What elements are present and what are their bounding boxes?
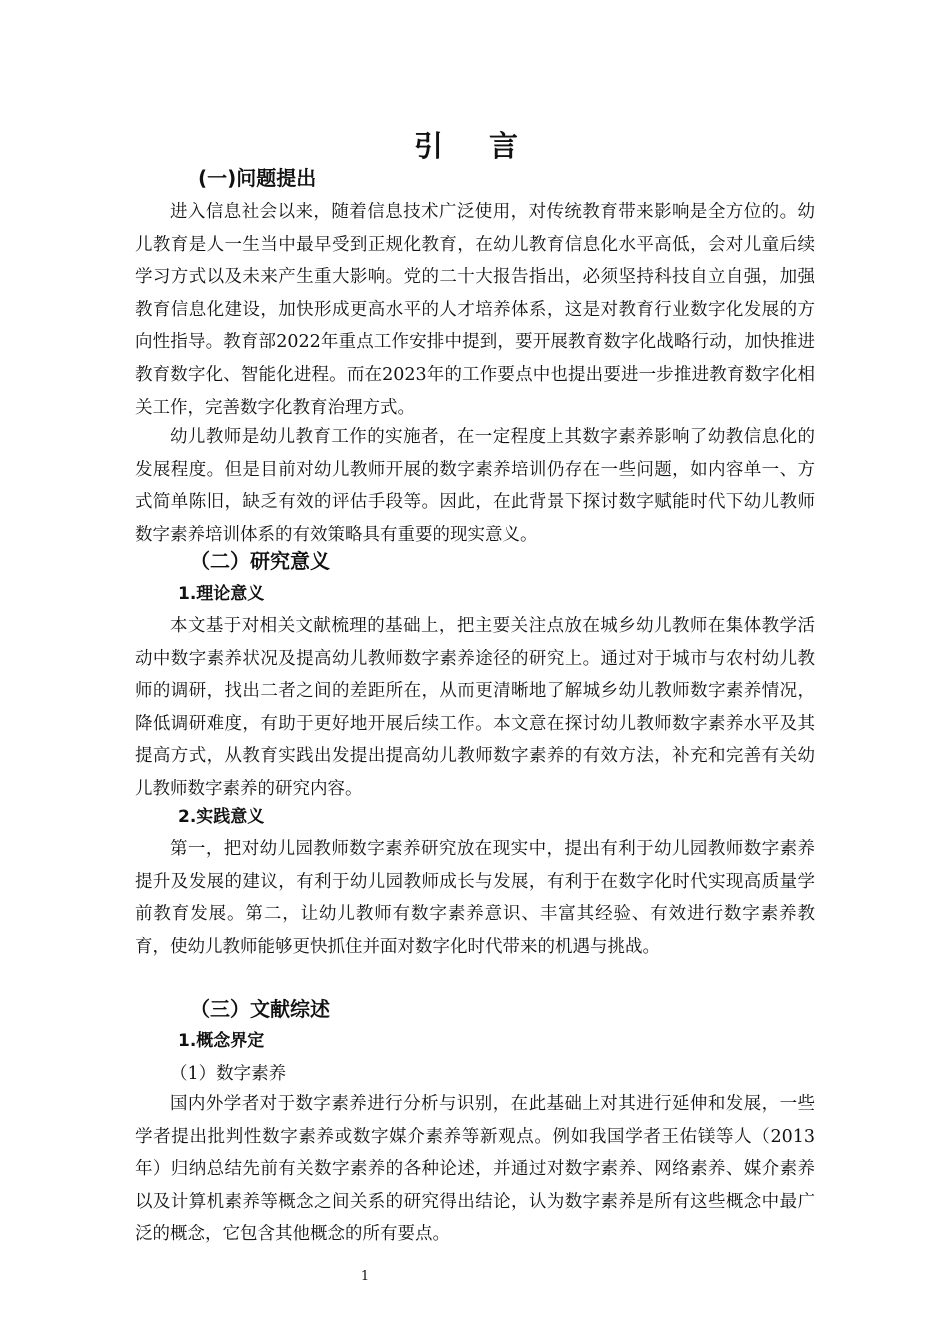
subsection-heading-theory: 1.理论意义 bbox=[178, 584, 265, 604]
list-item-digital-literacy: （1）数字素养 bbox=[170, 1064, 287, 1084]
page-number: 1 bbox=[360, 1269, 370, 1284]
paragraph-problem-2: 幼儿教师是幼儿教育工作的实施者，在一定程度上其数字素养影响了幼教信息化的发展程度。但是目前对幼儿教师开展的数字素养培训仍存在一些问题，如内容单一、方式简单陈旧，缺乏有效的评估手段等。因此，在此背景下探讨数字赋能时代下幼儿教师数字素养培训体系的有效策略具有重要的现实意义。 bbox=[135, 427, 815, 545]
paragraph-practice: 第一，把对幼儿园教师数字素养研究放在现实中，提出有利于幼儿园教师数字素养提升及发展的建议，有利于幼儿园教师成长与发展，有利于在数字化时代实现高质量学前教育发展。第二，让幼儿教师有数字素养意识、丰富其经验、有效进行数字素养教育，使幼儿教师能够更快抓住并面对数字化时代带来的机遇与挑战。 bbox=[135, 839, 815, 957]
subsection-heading-practice: 2.实践意义 bbox=[178, 807, 265, 827]
section-heading-significance: （二）研究意义 bbox=[190, 549, 330, 573]
section-heading-problem: (一)问题提出 bbox=[198, 166, 317, 190]
page-title: 引 言 bbox=[413, 129, 537, 163]
paragraph-theory: 本文基于对相关文献梳理的基础上，把主要关注点放在城乡幼儿教师在集体教学活动中数字素养状况及提高幼儿教师数字素养途径的研究上。通过对于城市与农村幼儿教师的调研，找出二者之间的差距所在，从而更清晰地了解城乡幼儿教师数字素养情况，降低调研难度，有助于更好地开展后续工作。本文意在探讨幼儿教师数字素养水平及其提高方式，从教育实践出发提出提高幼儿教师数字素养的有效方法，补充和完善有关幼儿教师数字素养的研究内容。 bbox=[135, 616, 815, 799]
subsection-heading-definition: 1.概念界定 bbox=[178, 1031, 265, 1051]
section-heading-review: （三）文献综述 bbox=[190, 997, 330, 1021]
paragraph-definition: 国内外学者对于数字素养进行分析与识别，在此基础上对其进行延伸和发展，一些学者提出批判性数字素养或数字媒介素养等新观点。例如我国学者王佑镁等人（2013年）归纳总结先前有关数字素养的各种论述，并通过对数字素养、网络素养、媒介素养以及计算机素养等概念之间关系的研究得出结论，认为数字素养是所有这些概念中最广泛的概念，它包含其他概念的所有要点。 bbox=[135, 1094, 815, 1245]
paragraph-problem-1: 进入信息社会以来，随着信息技术广泛使用，对传统教育带来影响是全方位的。幼儿教育是人一生当中最早受到正规化教育，在幼儿教育信息化水平高低，会对儿童后续学习方式以及未来产生重大影响。党的二十大报告指出，必须坚持科技自立自强，加强教育信息化建设，加快形成更高水平的人才培养体系，这是对教育行业数字化发展的方向性指导。教育部2022年重点工作安排中提到，要开展教育数字化战略行动，加快推进教育数字化、智能化进程。而在2023年的工作要点中也提出要进一步推进教育数字化相关工作，完善数字化教育治理方式。 bbox=[135, 202, 815, 418]
